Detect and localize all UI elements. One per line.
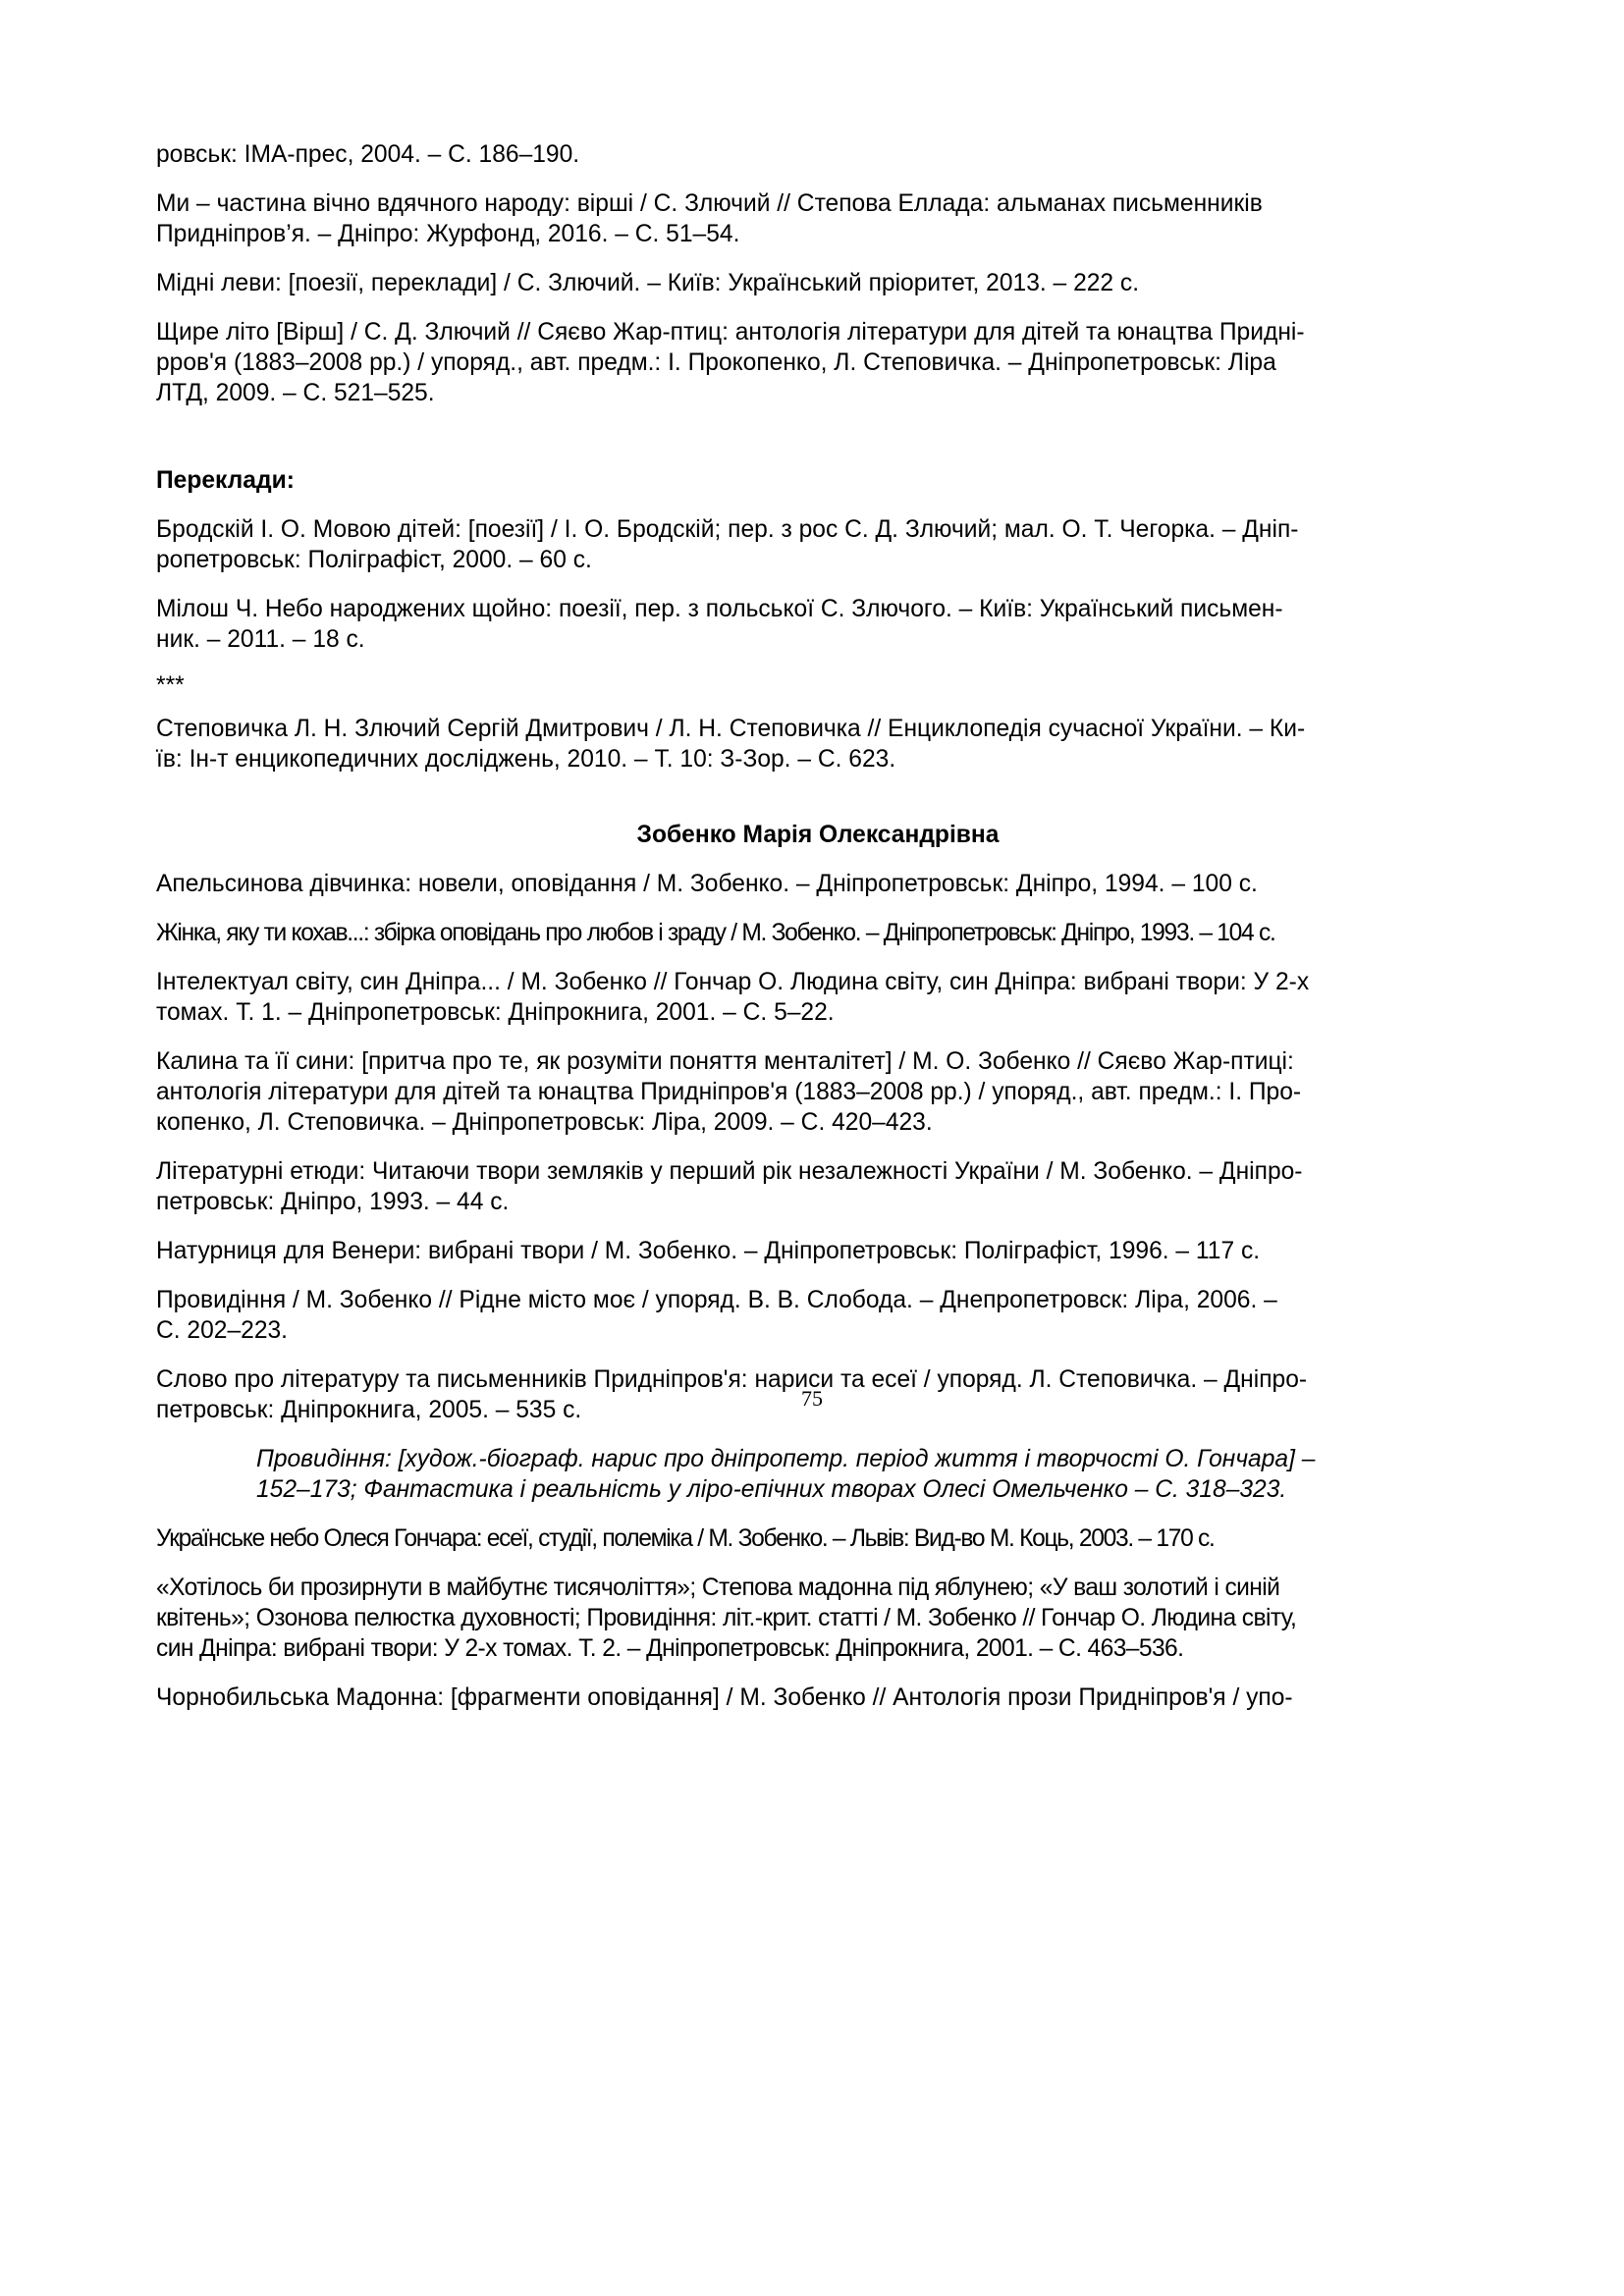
bibliography-entry: Мідні леви: [поезії, переклади] / С. Злючий. – Київ: Український пріоритет, 2013. – 222 с. bbox=[156, 270, 1140, 296]
bibliography-entry: Щире літо [Вірш] / С. Д. Злючий // Сяєво Жар-птиц: антологія літератури для дітей та юнацтва Придні- pров'я (1883–2008 рр.) / упоряд., авт. предм.: І. Прокопенко, Л. Степовичка. – Дніпропетровськ: Ліра ЛТД, 2009. – С. 521–525. bbox=[156, 319, 1305, 406]
annotation-contents: Провидіння: [худож.-біограф. нарис про дніпропетр. період життя і творчості О. Гончара] – 152–173; Фантастика і реальність у ліро-епічних творах Олесі Омельченко – С. 318–323. bbox=[256, 1446, 1316, 1503]
bibliography-entry: Інтелектуал світу, син Дніпра... / М. Зобенко // Гончар О. Людина світу, син Дніпра: вибрані твори: У 2-х томах. Т. 1. – Дніпропетровськ: Дніпрокнига, 2001. – С. 5–22. bbox=[156, 969, 1310, 1026]
translation-entry: Бродскій І. О. Мовою дітей: [поезії] / І. О. Бродскій; пер. з рос С. Д. Злючий; мал. О. Т. Чегорка. – Дніп- ропетровськ: Поліграфіст, 2000. – 60 с. bbox=[156, 516, 1299, 573]
bibliography-entry: Провидіння / М. Зобенко // Рідне місто моє / упоряд. В. В. Слобода. – Днепропетровск: Ліра, 2006. – С. 202–223. bbox=[156, 1287, 1277, 1344]
person-heading: Зобенко Марія Олександрівна bbox=[636, 822, 1000, 848]
bibliography-entry: «Хотілось би прозирнути в майбутнє тисячоліття»; Степова мадонна під яблунею; «У ваш золотий і синій квітень»; Озонова пелюстка духовності; Провидіння: літ.-крит. статті / М. Зобенко // Гончар О. Людина світу, син Дніпра: вибрані твори: У 2-х томах. Т. 2. – Дніпропетровськ: Дніпрокнига, 2001. – С. 463–536. bbox=[156, 1575, 1297, 1662]
about-author-entry: Степовичка Л. Н. Злючий Сергій Дмитрович / Л. Н. Степовичка // Енциклопедія сучасної України. – Ки- їв: Ін-т енцикопедичних досліджень, 2010. – Т. 10: З-Зор. – С. 623. bbox=[156, 716, 1306, 773]
page-number: 75 bbox=[801, 1386, 823, 1411]
translations-heading: Переклади: bbox=[156, 467, 295, 494]
bibliography-entry: Українське небо Олеся Гончара: есеї, студії, полеміка / М. Зобенко. – Львів: Вид-во М. Коць, 2003. – 170 с. bbox=[156, 1525, 1215, 1552]
separator-asterisks: *** bbox=[156, 672, 185, 699]
bibliography-entry: Слово про літературу та письменників Придніпров'я: нариси та есеї / упоряд. Л. Степовичка. – Дніпро- петровськ: Дніпрокнига, 2005. – 535 с. bbox=[156, 1366, 1308, 1423]
bibliography-entry: ровськ: ІМА-прес, 2004. – С. 186–190. bbox=[156, 141, 580, 168]
bibliography-entry: Чорнобильська Мадонна: [фрагменти оповідання] / М. Зобенко // Антологія прози Придніпров'я / упо- bbox=[156, 1684, 1293, 1711]
bibliography-entry: Літературні етюди: Читаючи твори земляків у перший рік незалежності України / М. Зобенко. – Дніпро- петровськ: Дніпро, 1993. – 44 с. bbox=[156, 1158, 1303, 1215]
document-page bbox=[156, 139, 1480, 1713]
bibliography-entry: Натурниця для Венери: вибрані твори / М. Зобенко. – Дніпропетровськ: Поліграфіст, 1996. – 117 с. bbox=[156, 1238, 1261, 1264]
bibliography-entry: Апельсинова дівчинка: новели, оповідання / М. Зобенко. – Дніпропетровськ: Дніпро, 1994. – 100 с. bbox=[156, 871, 1258, 897]
bibliography-entry: Калина та її сини: [притча про те, як розуміти поняття менталітет] / М. О. Зобенко // Сяєво Жар-птиці: антологія літератури для дітей та юнацтва Придніпров'я (1883–2008 рр.) / упоряд., авт. предм.: І. Про- копенко, Л. Степовичка. – Дніпропетровськ: Ліра, 2009. – С. 420–423. bbox=[156, 1048, 1302, 1136]
bibliography-entry: Жінка, яку ти кохав...: збірка оповідань про любов і зраду / М. Зобенко. – Дніпропетровськ: Дніпро, 1993. – 104 с. bbox=[156, 920, 1275, 946]
translation-entry: Мілош Ч. Небо народжених щойно: поезії, пер. з польської С. Злючого. – Київ: Український письмен- ник. – 2011. – 18 с. bbox=[156, 596, 1283, 653]
bibliography-entry: Ми – частина вічно вдячного народу: вірші / С. Злючий // Степова Еллада: альманах письменників Придніпров’я. – Дніпро: Журфонд, 2016. – С. 51–54. bbox=[156, 190, 1263, 247]
